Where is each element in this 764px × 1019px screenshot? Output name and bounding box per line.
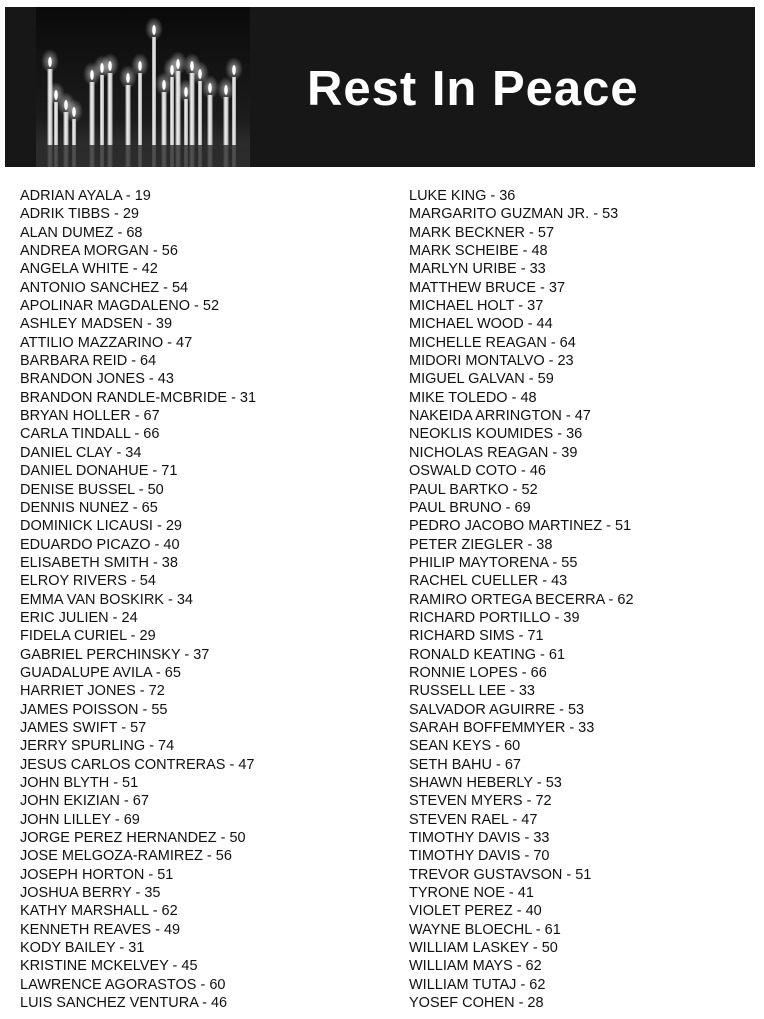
memorial-name-entry: PAUL BRUNO - 69 — [409, 499, 531, 516]
memorial-name-entry: EMMA VAN BOSKIRK - 34 — [20, 591, 193, 608]
memorial-name-entry: ELISABETH SMITH - 38 — [20, 554, 178, 571]
memorial-name-entry: MICHAEL WOOD - 44 — [409, 316, 553, 333]
memorial-name-entry: KATHY MARSHALL - 62 — [20, 903, 178, 920]
memorial-name-entry: ADRIAN AYALA - 19 — [20, 188, 151, 204]
memorial-name-entry: MARGARITO GUZMAN JR. - 53 — [409, 206, 619, 223]
memorial-name-entry: RAMIRO ORTEGA BECERRA - 62 — [409, 591, 634, 608]
memorial-name-entry: JORGE PEREZ HERNANDEZ - 50 — [20, 830, 246, 847]
memorial-name-entry: MARK SCHEIBE - 48 — [409, 243, 548, 260]
memorial-name-entry: SARAH BOFFEMMYER - 33 — [409, 719, 595, 736]
memorial-name-entry: LAWRENCE AGORASTOS - 60 — [20, 976, 226, 993]
memorial-name-entry: WILLIAM MAYS - 62 — [409, 958, 542, 975]
memorial-name-entry: ASHLEY MADSEN - 39 — [20, 316, 173, 333]
memorial-name-entry: PETER ZIEGLER - 38 — [409, 536, 553, 553]
memorial-name-entry: MIKE TOLEDO - 48 — [409, 389, 537, 406]
memorial-name-entry: KODY BAILEY - 31 — [20, 940, 145, 957]
memorial-name-entry: PEDRO JACOBO MARTINEZ - 51 — [409, 518, 632, 535]
memorial-name-entry: NEOKLIS KOUMIDES - 36 — [409, 426, 583, 443]
memorial-name-entry: BARBARA REID - 64 — [20, 353, 157, 370]
header-banner — [5, 7, 755, 167]
memorial-name-entry: ERIC JULIEN - 24 — [20, 609, 138, 626]
memorial-name-entry: PHILIP MAYTORENA - 55 — [409, 554, 578, 571]
memorial-name-entry: JOHN BLYTH - 51 — [20, 775, 139, 791]
memorial-name-entry: SALVADOR AGUIRRE - 53 — [409, 701, 585, 718]
memorial-name-entry: NICHOLAS REAGAN - 39 — [409, 444, 578, 461]
memorial-name-entry: PAUL BARTKO - 52 — [409, 481, 538, 498]
memorial-name-entry: TIMOTHY DAVIS - 70 — [409, 848, 550, 865]
memorial-name-entry: FIDELA CURIEL - 29 — [20, 628, 156, 645]
memorial-name-entry: STEVEN MYERS - 72 — [409, 793, 552, 810]
memorial-name-entry: DOMINICK LICAUSI - 29 — [20, 518, 182, 535]
memorial-name-entry: MICHELLE REAGAN - 64 — [409, 334, 576, 351]
memorial-name-entry: MARK BECKNER - 57 — [409, 224, 555, 241]
memorial-name-entry: RICHARD SIMS - 71 — [409, 628, 544, 645]
memorial-name-entry: WAYNE BLOECHL - 61 — [409, 921, 561, 938]
memorial-name-entry: DANIEL CLAY - 34 — [20, 444, 142, 461]
names-list-right — [409, 187, 634, 1012]
memorial-name-entry: MIGUEL GALVAN - 59 — [409, 371, 554, 388]
memorial-name-entry: KRISTINE MCKELVEY - 45 — [20, 958, 198, 975]
memorial-name-entry: OSWALD COTO - 46 — [409, 463, 546, 480]
memorial-name-entry: DENNIS NUNEZ - 65 — [20, 499, 158, 516]
candles-image — [36, 7, 250, 167]
memorial-name-entry: JOSEPH HORTON - 51 — [20, 866, 174, 883]
memorial-name-entry: EDUARDO PICAZO - 40 — [20, 536, 180, 553]
memorial-name-entry: CARLA TINDALL - 66 — [20, 426, 160, 443]
memorial-name-entry: RICHARD PORTILLO - 39 — [409, 609, 580, 626]
memorial-name-entry: MIDORI MONTALVO - 23 — [409, 353, 574, 370]
memorial-name-entry: TREVOR GUSTAVSON - 51 — [409, 866, 592, 883]
memorial-name-entry: APOLINAR MAGDALENO - 52 — [20, 298, 220, 315]
memorial-name-entry: JOSE MELGOZA-RAMIREZ - 56 — [20, 848, 232, 865]
memorial-name-entry: WILLIAM TUTAJ - 62 — [409, 976, 546, 993]
memorial-name-entry: BRANDON JONES - 43 — [20, 371, 174, 388]
memorial-name-entry: KENNETH REAVES - 49 — [20, 921, 181, 938]
memorial-name-entry: GUADALUPE AVILA - 65 — [20, 664, 181, 681]
memorial-name-entry: ADRIK TIBBS - 29 — [20, 206, 139, 223]
memorial-name-entry: TIMOTHY DAVIS - 33 — [409, 830, 550, 847]
page-title: Rest In Peace — [307, 62, 639, 116]
memorial-name-entry: RUSSELL LEE - 33 — [409, 683, 535, 700]
memorial-name-entry: RACHEL CUELLER - 43 — [409, 573, 568, 590]
memorial-name-entry: JERRY SPURLING - 74 — [20, 738, 175, 755]
memorial-name-entry: LUKE KING - 36 — [409, 188, 516, 204]
memorial-name-entry: MATTHEW BRUCE - 37 — [409, 279, 566, 296]
memorial-name-entry: RONALD KEATING - 61 — [409, 646, 566, 663]
memorial-name-entry: STEVEN RAEL - 47 — [409, 811, 538, 828]
memorial-name-entry: SEAN KEYS - 60 — [409, 738, 521, 755]
memorial-name-entry: ELROY RIVERS - 54 — [20, 573, 156, 590]
memorial-name-entry: TYRONE NOE - 41 — [409, 885, 534, 902]
memorial-name-entry: RONNIE LOPES - 66 — [409, 664, 547, 681]
memorial-name-entry: JESUS CARLOS CONTRERAS - 47 — [20, 756, 255, 773]
memorial-name-entry: ANDREA MORGAN - 56 — [20, 243, 178, 260]
memorial-name-entry: MICHAEL HOLT - 37 — [409, 298, 544, 315]
memorial-name-entry: DENISE BUSSEL - 50 — [20, 481, 164, 498]
memorial-name-entry: JAMES SWIFT - 57 — [20, 719, 147, 736]
memorial-name-entry: ATTILIO MAZZARINO - 47 — [20, 334, 193, 351]
memorial-name-entry: DANIEL DONAHUE - 71 — [20, 463, 178, 480]
memorial-name-entry: SETH BAHU - 67 — [409, 756, 521, 773]
memorial-name-entry: VIOLET PEREZ - 40 — [409, 903, 542, 920]
memorial-name-entry: LUIS SANCHEZ VENTURA - 46 — [20, 995, 228, 1012]
memorial-name-entry: ALAN DUMEZ - 68 — [20, 224, 143, 241]
memorial-name-entry: ANGELA WHITE - 42 — [20, 261, 158, 278]
memorial-name-entry: ANTONIO SANCHEZ - 54 — [20, 279, 189, 296]
memorial-name-entry: WILLIAM LASKEY - 50 — [409, 940, 558, 957]
memorial-name-entry: NAKEIDA ARRINGTON - 47 — [409, 408, 591, 425]
memorial-name-entry: BRYAN HOLLER - 67 — [20, 408, 160, 425]
names-list-left — [20, 187, 256, 1012]
memorial-name-entry: JOSHUA BERRY - 35 — [20, 885, 161, 902]
memorial-name-entry: HARRIET JONES - 72 — [20, 683, 165, 700]
memorial-name-entry: JOHN EKIZIAN - 67 — [20, 793, 149, 810]
memorial-name-entry: JAMES POISSON - 55 — [20, 701, 168, 718]
memorial-name-entry: JOHN LILLEY - 69 — [20, 811, 140, 828]
memorial-name-entry: GABRIEL PERCHINSKY - 37 — [20, 646, 210, 663]
memorial-name-entry: YOSEF COHEN - 28 — [409, 995, 544, 1012]
memorial-name-entry: BRANDON RANDLE-MCBRIDE - 31 — [20, 389, 257, 406]
memorial-name-entry: MARLYN URIBE - 33 — [409, 261, 546, 278]
memorial-name-entry: SHAWN HEBERLY - 53 — [409, 775, 562, 791]
